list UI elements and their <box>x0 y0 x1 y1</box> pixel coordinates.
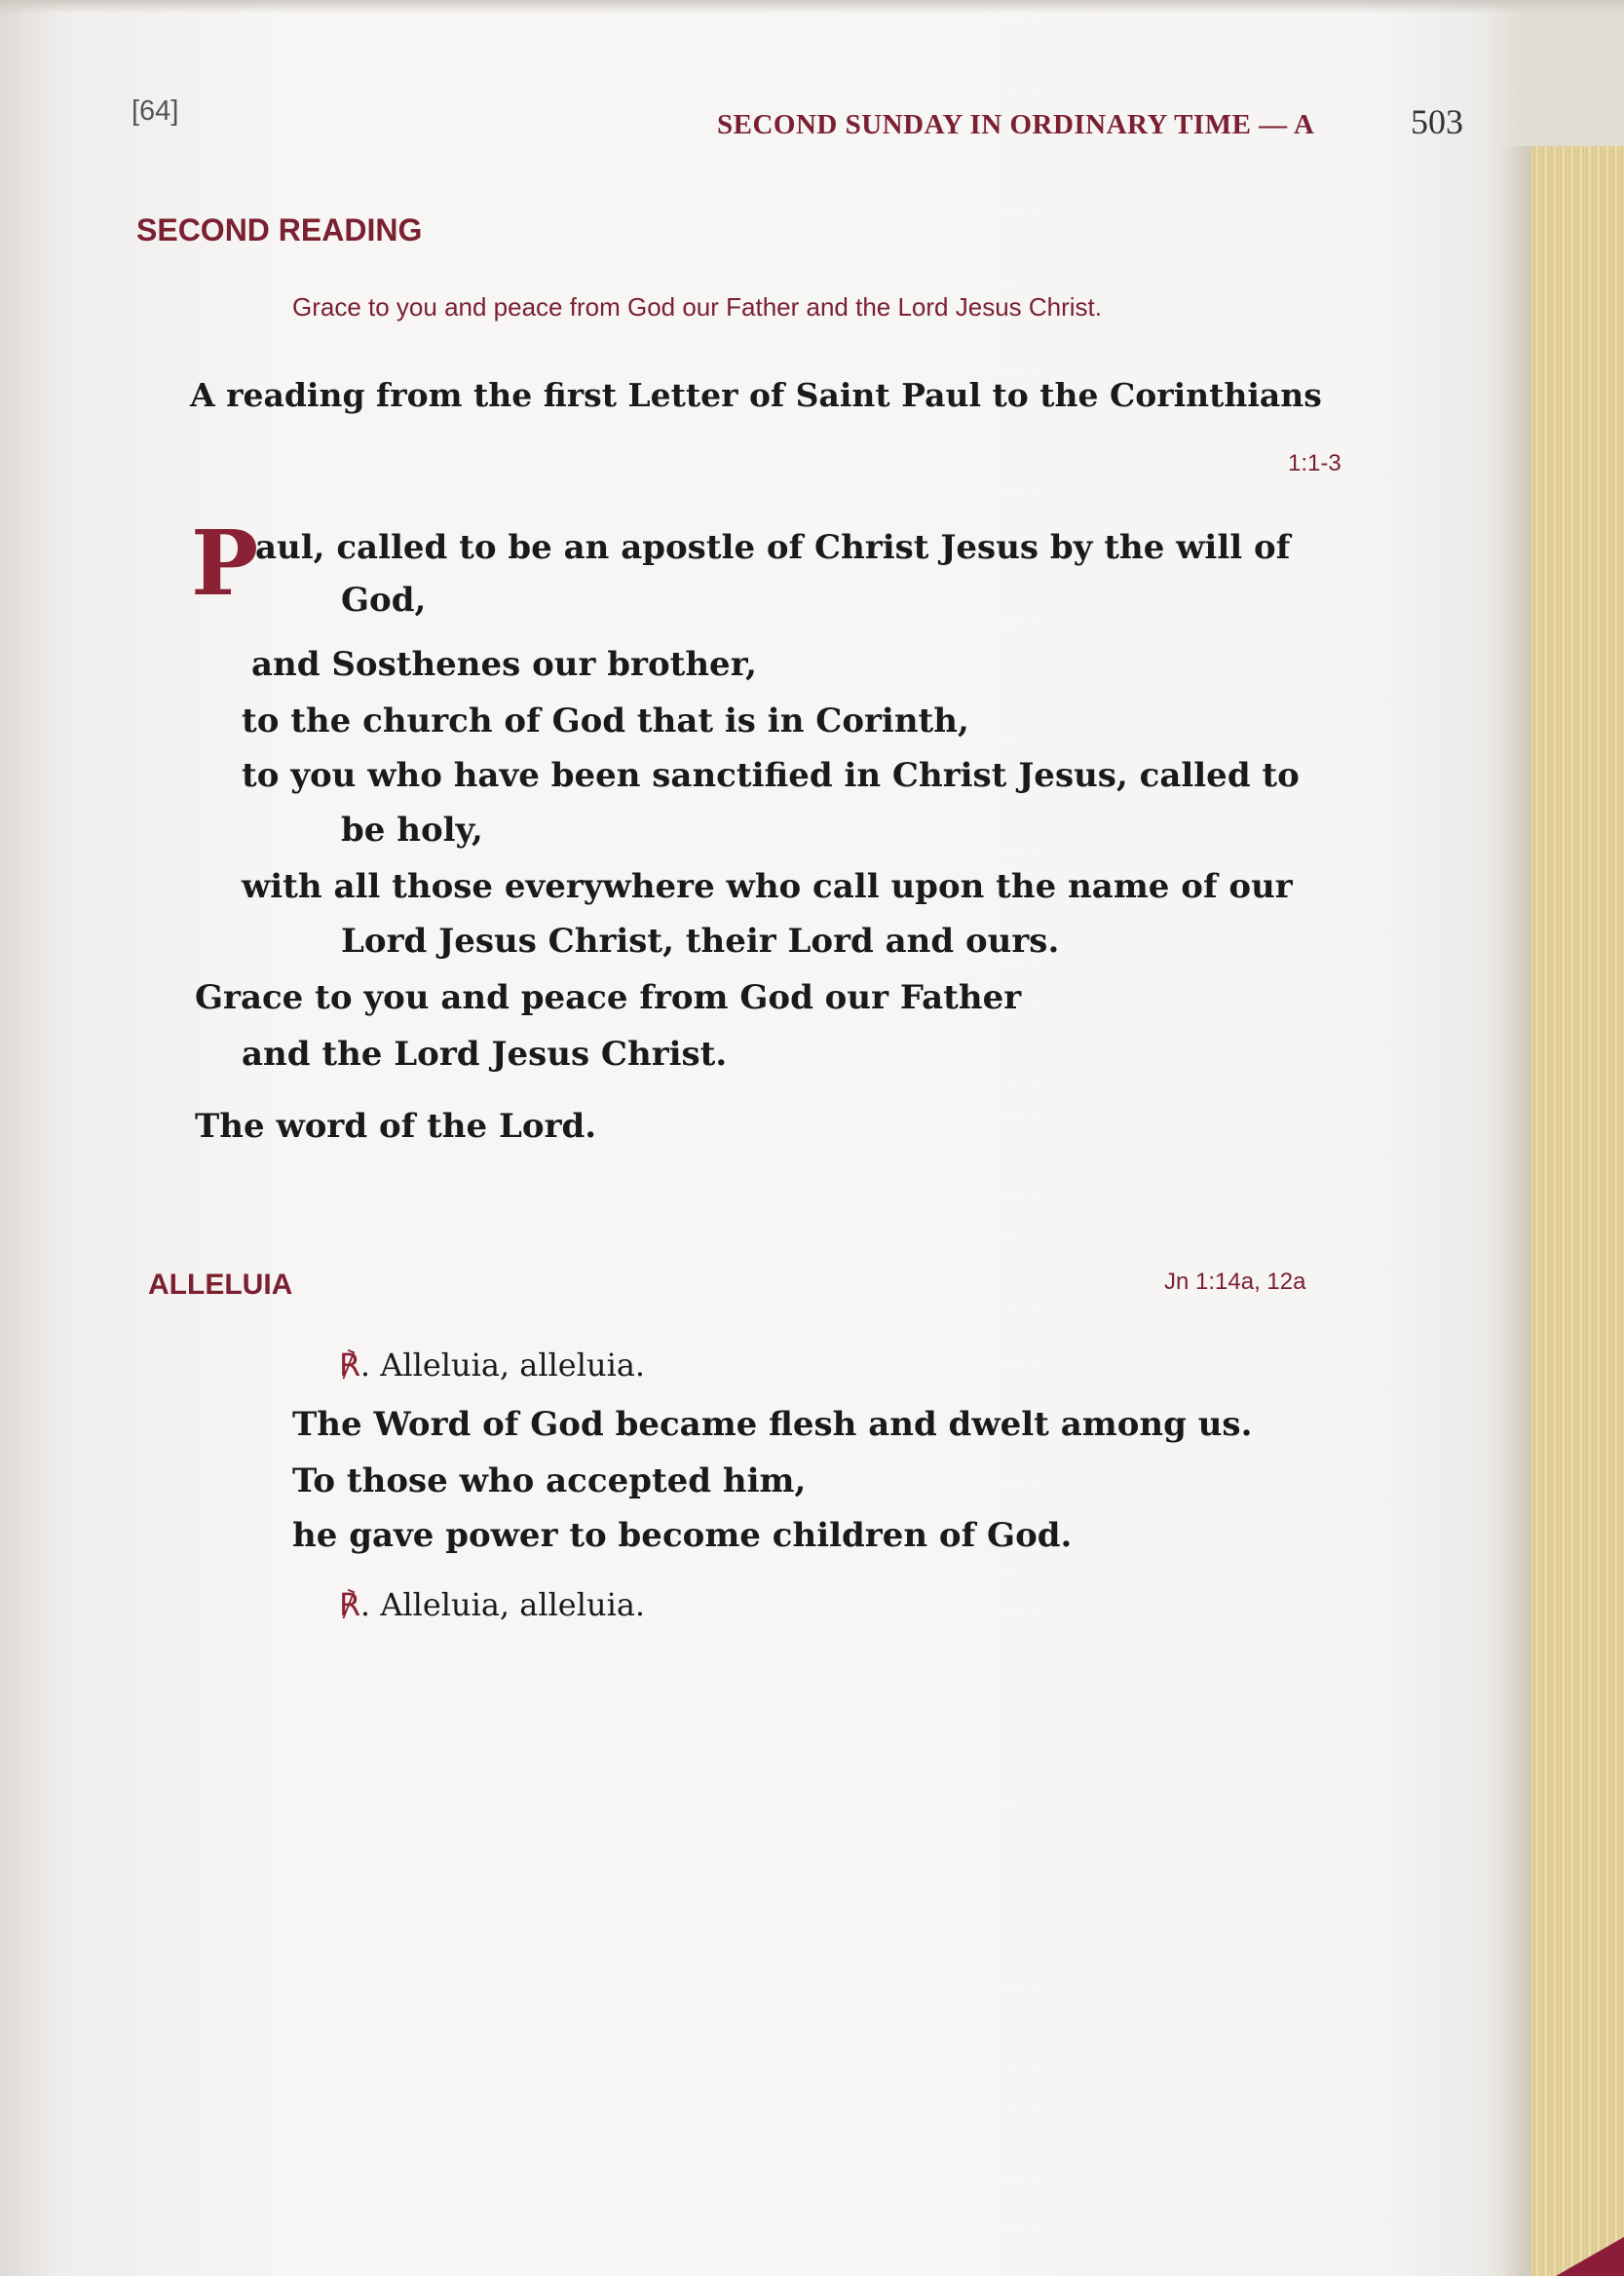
reading-conclusion: The word of the Lord. <box>195 1107 597 1146</box>
reading-line: with all those everywhere who call upon the name of our <box>242 867 1293 906</box>
alleluia-verse: The Word of God became flesh and dwelt among us. <box>292 1405 1253 1444</box>
reading-line: to the church of God that is in Corinth, <box>242 702 969 740</box>
reading-line: to you who have been sanctified in Christ Jesus, called to <box>242 756 1300 795</box>
reading-line: aul, called to be an apostle of Christ Jesus by the will of <box>255 528 1291 567</box>
reading-line: and the Lord Jesus Christ. <box>242 1035 728 1074</box>
reading-intro: A reading from the first Letter of Saint Paul to the Corinthians <box>190 376 1322 414</box>
alleluia-heading: ALLELUIA <box>148 1269 293 1301</box>
reading-line: and Sosthenes our brother, <box>251 645 757 684</box>
running-head: SECOND SUNDAY IN ORDINARY TIME — A <box>717 109 1315 140</box>
second-reading-heading: SECOND READING <box>136 212 423 247</box>
page-top-shadow <box>0 0 1624 14</box>
alleluia-verse: he gave power to become children of God. <box>292 1516 1073 1555</box>
response-symbol: ℟ <box>339 1586 360 1623</box>
response-text: . Alleluia, alleluia. <box>359 1586 646 1623</box>
alleluia-citation: Jn 1:14a, 12a <box>1164 1269 1306 1295</box>
response-text: . Alleluia, alleluia. <box>359 1347 646 1384</box>
response-symbol: ℟ <box>339 1347 360 1384</box>
gilt-page-edges <box>1531 146 1624 2276</box>
reading-citation: 1:1-3 <box>1288 450 1341 476</box>
page-number: 503 <box>1411 102 1463 141</box>
alleluia-verse: To those who accepted him, <box>292 1461 807 1500</box>
alleluia-response-end <box>339 1586 645 1623</box>
reading-line: be holy, <box>341 811 483 850</box>
reading-line: God, <box>341 581 427 620</box>
drop-cap: P <box>191 511 259 616</box>
reading-line: Lord Jesus Christ, their Lord and ours. <box>341 922 1060 961</box>
folio-bracket: [64] <box>132 95 179 127</box>
reading-line: Grace to you and peace from God our Father <box>195 978 1022 1017</box>
page-edge-shadow <box>1502 146 1531 2276</box>
alleluia-response <box>339 1347 645 1384</box>
reading-summary: Grace to you and peace from God our Father and the Lord Jesus Christ. <box>292 292 1102 322</box>
